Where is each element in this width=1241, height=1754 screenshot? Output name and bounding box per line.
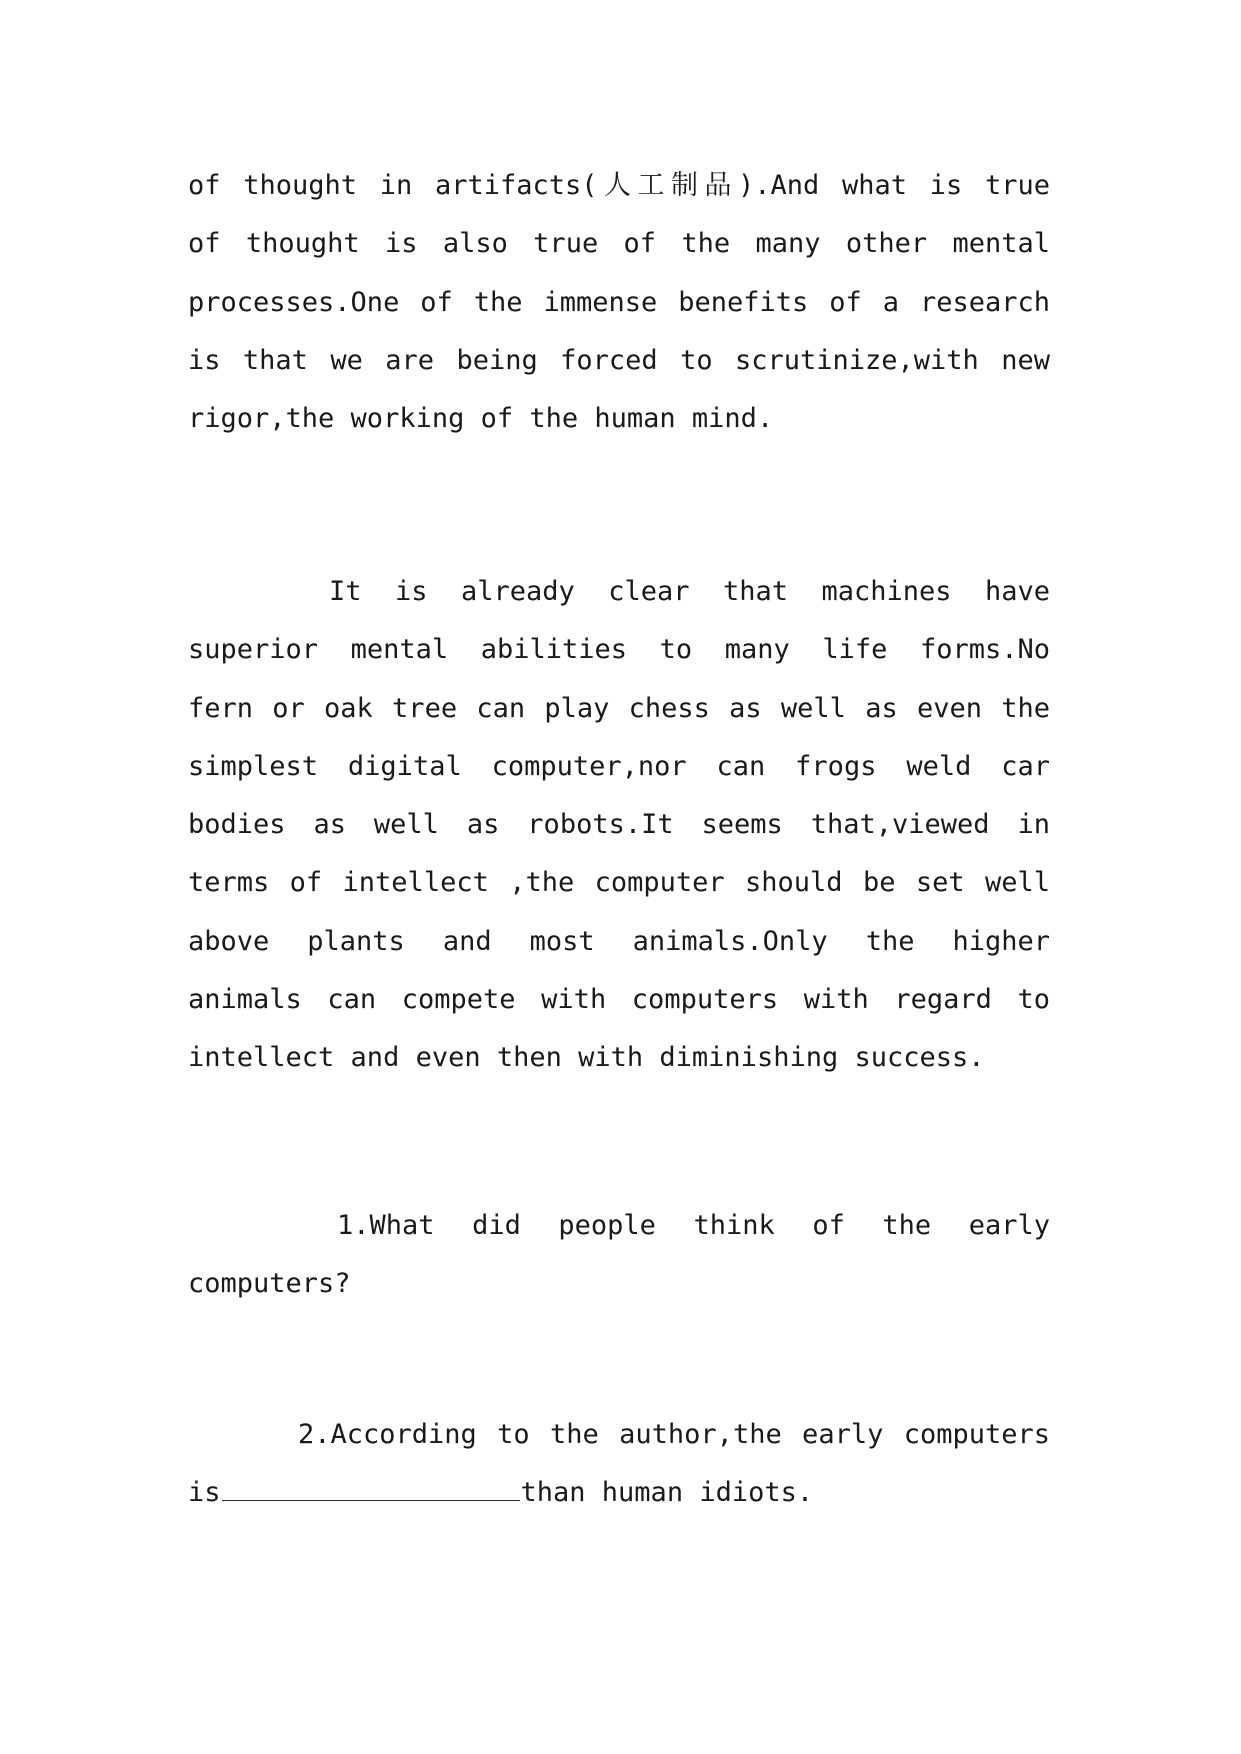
text-line: bodies as well as robots.It seems that,viewed in — [188, 809, 1050, 841]
text-line: processes.One of the immense benefits of a research — [188, 286, 1050, 318]
text-line: fern or oak tree can play chess as well as even the — [188, 692, 1050, 724]
text-line: of thought is also true of the many other mental — [188, 228, 1050, 260]
question-text-prefix: is — [188, 1477, 221, 1509]
text-line: of thought in artifacts(人工制品).And what is true — [188, 170, 1050, 201]
answer-blank — [222, 1470, 520, 1501]
question-text-line: 2.According to the author,the early computers — [298, 1419, 1050, 1450]
question-text-line: 1.What did people think of the early — [337, 1210, 1050, 1241]
question-1 — [188, 1197, 1050, 1314]
text-line: It is already clear that machines have — [329, 576, 1050, 607]
text-line: intellect and even then with diminishing success. — [188, 1042, 985, 1074]
text-line: superior mental abilities to many life forms.No — [188, 634, 1050, 666]
paragraph-2 — [188, 563, 1050, 1088]
question-text-line: computers? — [188, 1268, 351, 1300]
text-line: is that we are being forced to scrutinize,with new — [188, 344, 1050, 376]
text-line: animals can compete with computers with regard to — [188, 984, 1050, 1016]
text-line: terms of intellect ,the computer should be set well — [188, 867, 1050, 899]
text-line: above plants and most animals.Only the higher — [188, 925, 1050, 957]
paragraph-1 — [188, 157, 1050, 448]
question-text-suffix: than human idiots. — [520, 1477, 814, 1509]
text-line: rigor,the working of the human mind. — [188, 403, 774, 435]
question-text-line — [188, 1464, 1050, 1522]
text-line: simplest digital computer,nor can frogs weld car — [188, 750, 1050, 782]
question-2 — [188, 1406, 1050, 1523]
